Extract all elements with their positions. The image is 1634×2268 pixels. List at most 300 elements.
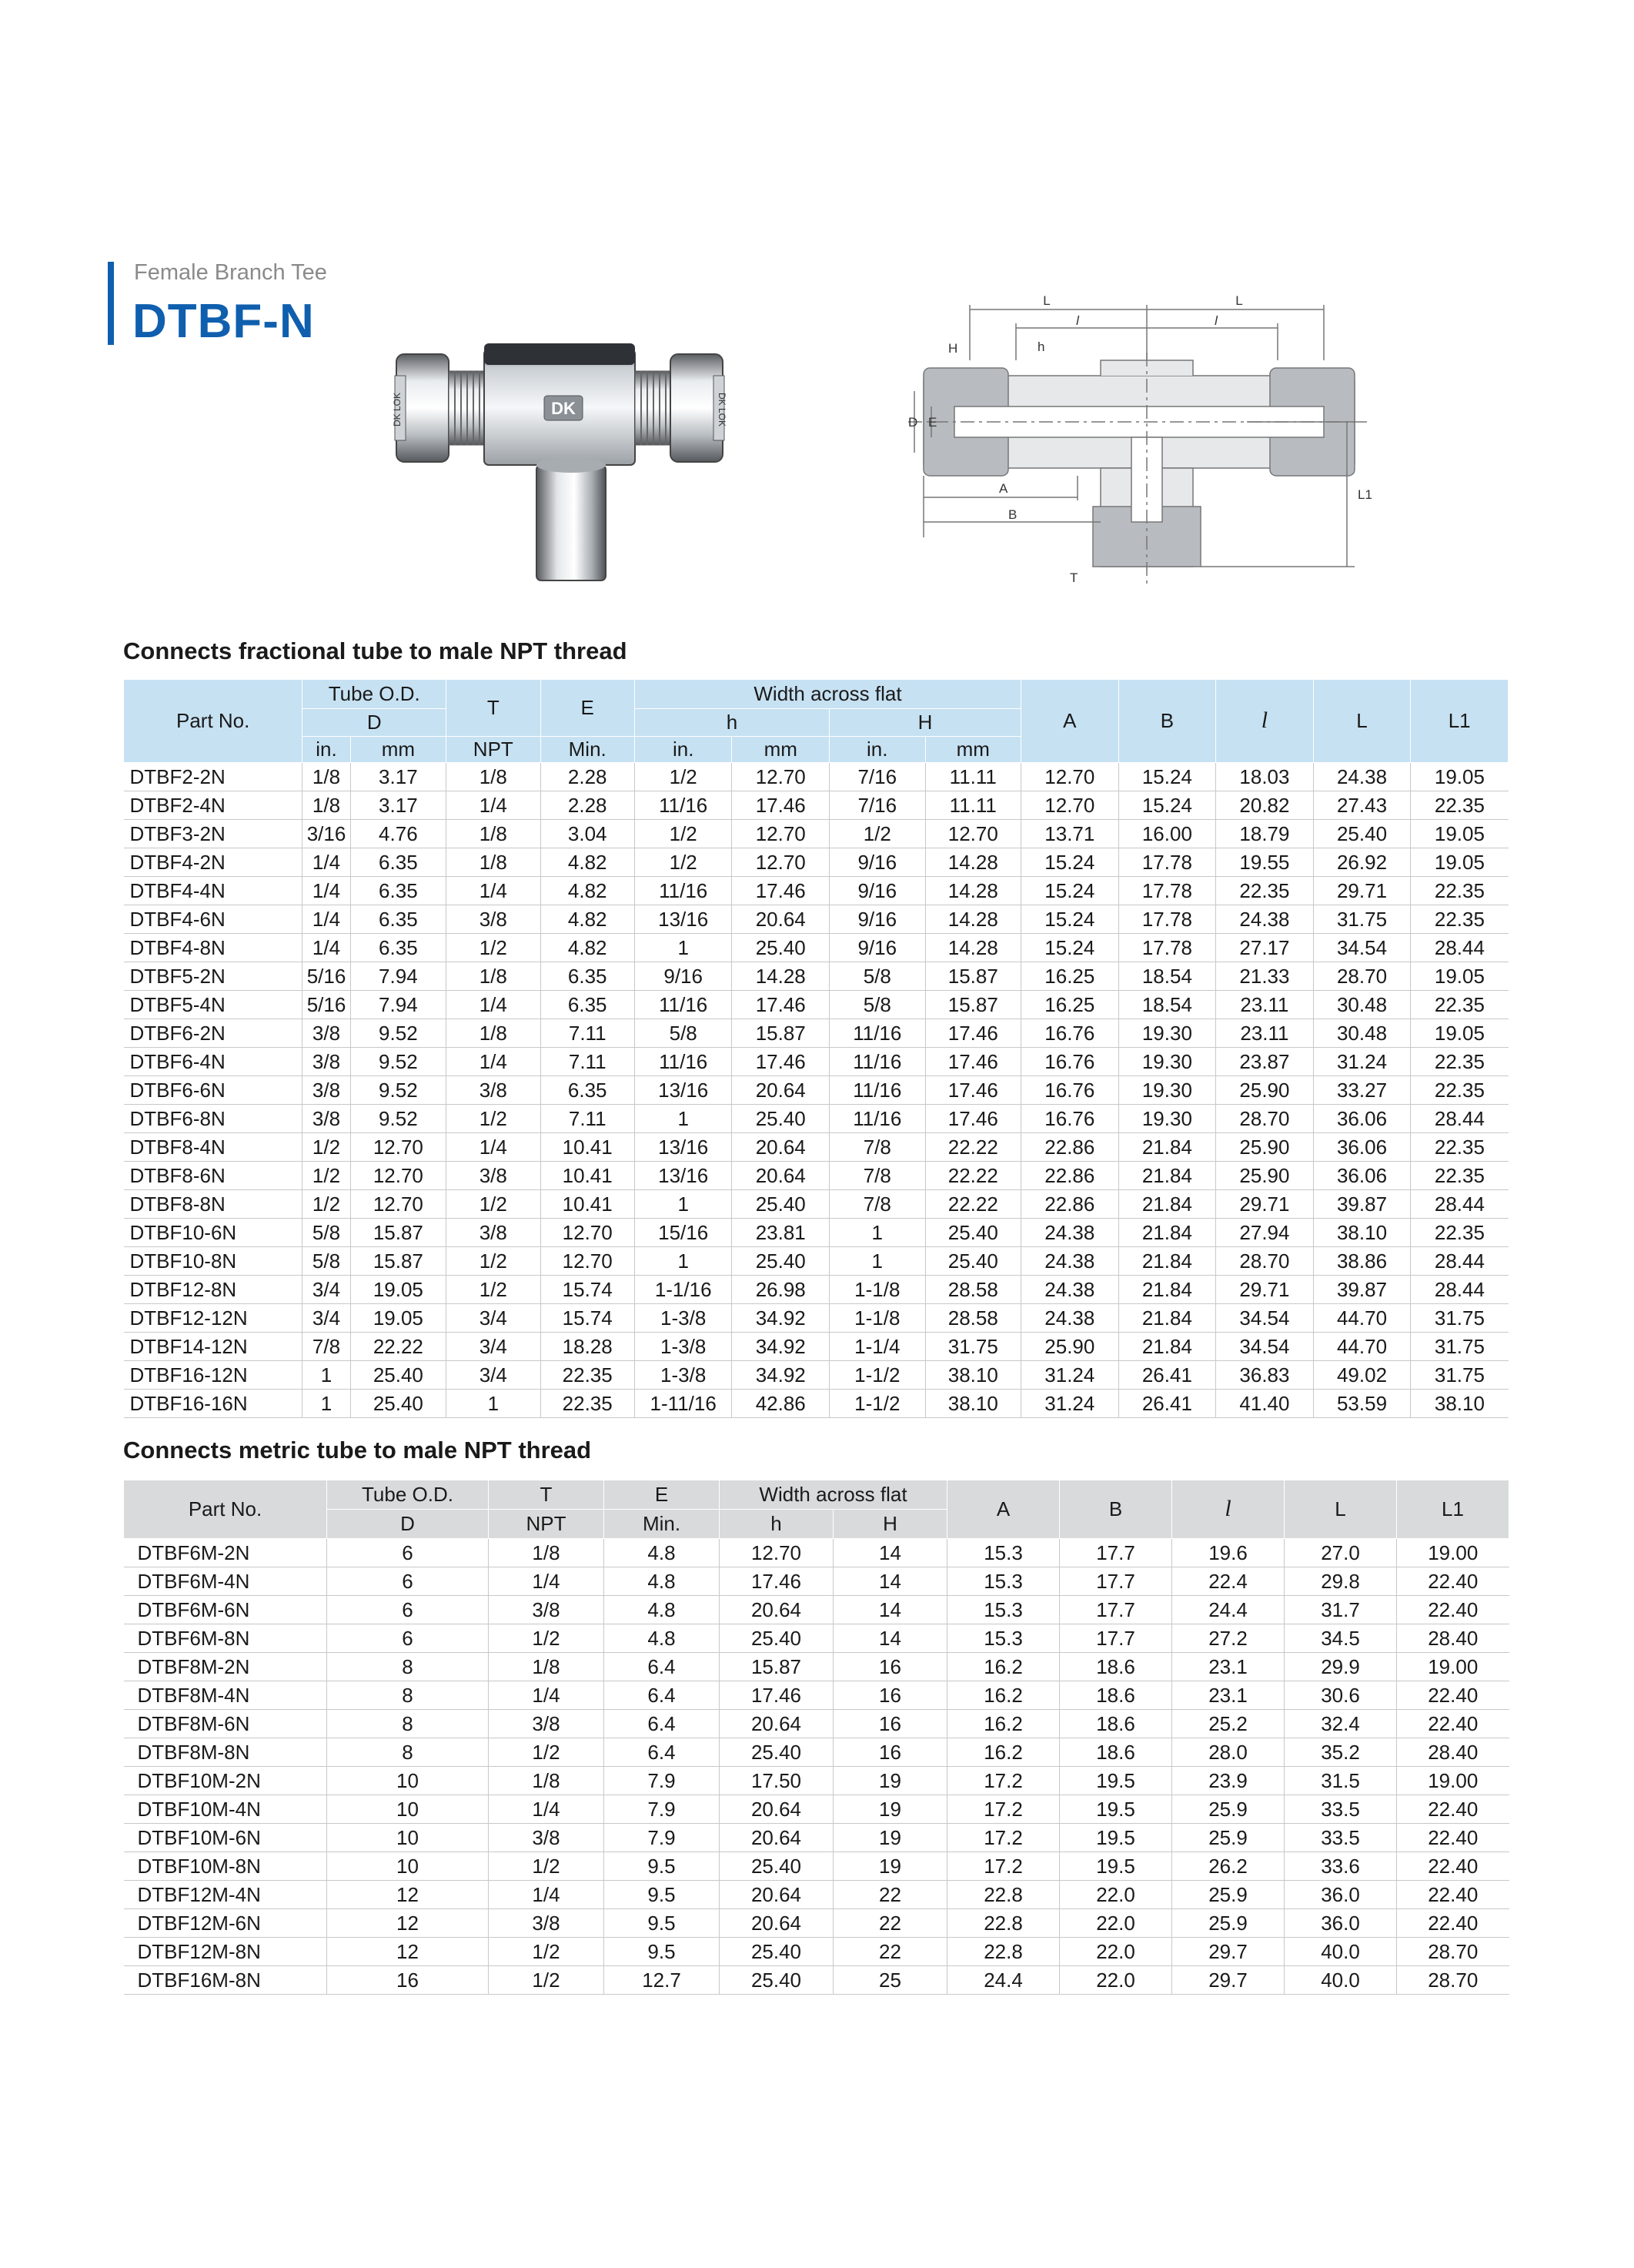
table-row (124, 1219, 1509, 1247)
table-cell: 7/16 (830, 791, 925, 820)
table-cell: 6.4 (604, 1653, 720, 1681)
table-cell: 24.38 (1216, 905, 1314, 934)
table-cell: 15.87 (720, 1653, 834, 1681)
table-cell: 1/2 (830, 820, 925, 848)
table-cell: 6.35 (540, 1076, 634, 1105)
table-cell: 38.86 (1313, 1247, 1411, 1276)
table-cell: 1/4 (489, 1795, 604, 1824)
table-cell: 1-1/4 (830, 1333, 925, 1361)
table-cell: 1-1/8 (830, 1304, 925, 1333)
table-row (124, 1881, 1509, 1909)
table-cell: 34.54 (1216, 1304, 1314, 1333)
table-cell: 22.35 (1411, 1219, 1509, 1247)
table-cell: 12.70 (540, 1247, 634, 1276)
part-number-cell: DTBF4-6N (124, 905, 302, 934)
table-cell: 14 (834, 1539, 947, 1567)
table-cell: 25.9 (1172, 1909, 1285, 1938)
svg-text:L: L (1043, 293, 1051, 308)
table-cell: 14 (834, 1596, 947, 1624)
table-cell: 18.54 (1118, 962, 1216, 991)
table-row (124, 1190, 1509, 1219)
table-cell: 11/16 (830, 1076, 925, 1105)
part-number-cell: DTBF6M-4N (124, 1567, 327, 1596)
table-cell: 25.40 (1313, 820, 1411, 848)
table-cell: 19.00 (1397, 1539, 1509, 1567)
table-cell: 3/8 (446, 1162, 540, 1190)
table-cell: 26.41 (1118, 1361, 1216, 1390)
table-cell: 1 (830, 1247, 925, 1276)
metric-section-title: Connects metric tube to male NPT thread (123, 1437, 592, 1463)
table-cell: 22.4 (1172, 1567, 1285, 1596)
table-cell: 20.64 (720, 1710, 834, 1738)
table-cell: 1-1/2 (830, 1390, 925, 1418)
table-cell: 22.40 (1397, 1909, 1509, 1938)
table-cell: 21.84 (1118, 1276, 1216, 1304)
table-cell: 34.92 (732, 1304, 830, 1333)
table-cell: 15.24 (1021, 934, 1119, 962)
table-cell: 28.70 (1216, 1247, 1314, 1276)
table-row (124, 791, 1509, 820)
table-cell: 34.92 (732, 1361, 830, 1390)
table-cell: 25.40 (732, 1190, 830, 1219)
table-cell: 31.75 (1313, 905, 1411, 934)
table-cell: 9.5 (604, 1852, 720, 1881)
table-row (124, 1247, 1509, 1276)
table-cell: 22.40 (1397, 1710, 1509, 1738)
table-cell: 21.84 (1118, 1304, 1216, 1333)
table-cell: 15.3 (947, 1539, 1060, 1567)
table-cell: 7/8 (830, 1162, 925, 1190)
table-cell: 6.35 (350, 877, 446, 905)
svg-text:h: h (1038, 340, 1045, 354)
table-cell: 40.0 (1285, 1966, 1397, 1995)
metric-header-e: E (604, 1480, 720, 1510)
table-cell: 14.28 (925, 877, 1021, 905)
table-cell: 3/8 (446, 1219, 540, 1247)
table-cell: 9.5 (604, 1881, 720, 1909)
table-cell: 15.87 (350, 1219, 446, 1247)
table-row (124, 1105, 1509, 1133)
table-cell: 22.0 (1060, 1966, 1172, 1995)
table-cell: 24.38 (1021, 1219, 1119, 1247)
table-cell: 20.64 (732, 1076, 830, 1105)
table-cell: 17.78 (1118, 905, 1216, 934)
table-cell: 9.52 (350, 1076, 446, 1105)
table-cell: 20.64 (720, 1824, 834, 1852)
table-cell: 5/8 (634, 1019, 732, 1048)
table-cell: 27.2 (1172, 1624, 1285, 1653)
table-cell: 15.24 (1118, 791, 1216, 820)
table-row (124, 934, 1509, 962)
table-cell: 28.44 (1411, 1190, 1509, 1219)
svg-text:DK: DK (551, 399, 576, 418)
table-cell: 28.70 (1397, 1938, 1509, 1966)
table-row (124, 1653, 1509, 1681)
table-cell: 29.8 (1285, 1567, 1397, 1596)
table-cell: 4.82 (540, 877, 634, 905)
table-cell: 15.3 (947, 1624, 1060, 1653)
table-cell: 41.40 (1216, 1390, 1314, 1418)
table-cell: 11.11 (925, 791, 1021, 820)
table-cell: 6.35 (350, 905, 446, 934)
table-cell: 22.0 (1060, 1938, 1172, 1966)
metric-header-t-sub: NPT (489, 1510, 604, 1539)
table-cell: 19.6 (1172, 1539, 1285, 1567)
table-cell: 9.52 (350, 1048, 446, 1076)
table-cell: 23.87 (1216, 1048, 1314, 1076)
table-cell: 28.58 (925, 1304, 1021, 1333)
table-cell: 1/4 (446, 991, 540, 1019)
header-e-sub: Min. (540, 737, 634, 763)
table-cell: 38.10 (925, 1361, 1021, 1390)
table-cell: 13/16 (634, 905, 732, 934)
svg-text:L1: L1 (1358, 487, 1372, 502)
table-cell: 23.1 (1172, 1681, 1285, 1710)
part-number-cell: DTBF2-2N (124, 763, 302, 791)
table-cell: 15.87 (732, 1019, 830, 1048)
table-cell: 18.03 (1216, 763, 1314, 791)
table-cell: 24.38 (1313, 763, 1411, 791)
product-subtitle: Female Branch Tee (134, 260, 327, 285)
table-cell: 9.52 (350, 1019, 446, 1048)
table-cell: 22.35 (1216, 877, 1314, 905)
table-cell: 17.7 (1060, 1567, 1172, 1596)
table-cell: 53.59 (1313, 1390, 1411, 1418)
table-cell: 16.76 (1021, 1019, 1119, 1048)
table-cell: 16.76 (1021, 1048, 1119, 1076)
table-cell: 17.46 (925, 1076, 1021, 1105)
table-cell: 17.7 (1060, 1596, 1172, 1624)
part-number-cell: DTBF12M-4N (124, 1881, 327, 1909)
title-accent-bar (108, 262, 114, 345)
table-cell: 4.8 (604, 1624, 720, 1653)
table-cell: 17.46 (720, 1567, 834, 1596)
table-cell: 12.70 (540, 1219, 634, 1247)
table-cell: 7.11 (540, 1019, 634, 1048)
table-cell: 18.6 (1060, 1738, 1172, 1767)
table-cell: 16.2 (947, 1710, 1060, 1738)
table-cell: 5/8 (830, 991, 925, 1019)
table-cell: 17.46 (720, 1681, 834, 1710)
table-cell: 36.0 (1285, 1881, 1397, 1909)
table-cell: 23.11 (1216, 991, 1314, 1019)
table-cell: 25.40 (732, 934, 830, 962)
table-row (124, 1019, 1509, 1048)
table-cell: 3/8 (446, 1076, 540, 1105)
table-cell: 3/4 (446, 1304, 540, 1333)
table-cell: 1/2 (446, 1190, 540, 1219)
table-cell: 12.70 (350, 1190, 446, 1219)
table-cell: 1 (446, 1390, 540, 1418)
table-cell: 7/8 (830, 1133, 925, 1162)
table-cell: 3/8 (302, 1048, 350, 1076)
table-cell: 12 (327, 1909, 489, 1938)
table-cell: 38.10 (925, 1390, 1021, 1418)
metric-header-e-sub: Min. (604, 1510, 720, 1539)
table-cell: 29.9 (1285, 1653, 1397, 1681)
table-cell: 6 (327, 1539, 489, 1567)
table-cell: 6.35 (540, 962, 634, 991)
table-cell: 12.70 (1021, 763, 1119, 791)
table-cell: 7.9 (604, 1795, 720, 1824)
table-cell: 25.40 (925, 1247, 1021, 1276)
table-row (124, 1966, 1509, 1995)
table-cell: 39.87 (1313, 1190, 1411, 1219)
table-cell: 3.04 (540, 820, 634, 848)
table-cell: 3/8 (489, 1596, 604, 1624)
table-cell: 34.5 (1285, 1624, 1397, 1653)
header-e: E (540, 680, 634, 737)
table-cell: 11/16 (634, 991, 732, 1019)
part-number-cell: DTBF12M-8N (124, 1938, 327, 1966)
part-number-cell: DTBF16M-8N (124, 1966, 327, 1995)
table-cell: 1 (830, 1219, 925, 1247)
table-cell: 10 (327, 1824, 489, 1852)
table-cell: 33.6 (1285, 1852, 1397, 1881)
table-cell: 14.28 (925, 848, 1021, 877)
table-cell: 7.94 (350, 991, 446, 1019)
table-cell: 17.2 (947, 1795, 1060, 1824)
table-row (124, 991, 1509, 1019)
table-cell: 17.78 (1118, 934, 1216, 962)
table-cell: 20.64 (732, 905, 830, 934)
table-cell: 20.64 (720, 1596, 834, 1624)
table-cell: 25.40 (350, 1361, 446, 1390)
table-cell: 22.40 (1397, 1824, 1509, 1852)
table-cell: 16.2 (947, 1653, 1060, 1681)
table-cell: 1/4 (302, 934, 350, 962)
table-row (124, 848, 1509, 877)
table-cell: 22.35 (540, 1361, 634, 1390)
table-cell: 1/4 (489, 1681, 604, 1710)
table-cell: 19.30 (1118, 1105, 1216, 1133)
table-cell: 25.9 (1172, 1795, 1285, 1824)
table-cell: 1/2 (446, 1276, 540, 1304)
table-cell: 1-1/16 (634, 1276, 732, 1304)
table-cell: 1/2 (489, 1624, 604, 1653)
svg-text:l: l (1215, 313, 1218, 328)
table-cell: 10.41 (540, 1190, 634, 1219)
table-cell: 6 (327, 1596, 489, 1624)
table-cell: 12 (327, 1938, 489, 1966)
table-cell: 36.06 (1313, 1162, 1411, 1190)
table-cell: 16 (834, 1738, 947, 1767)
table-cell: 20.64 (720, 1795, 834, 1824)
table-cell: 7.11 (540, 1105, 634, 1133)
table-cell: 13/16 (634, 1162, 732, 1190)
metric-header-h-big: H (834, 1510, 947, 1539)
table-cell: 1/8 (446, 820, 540, 848)
table-row (124, 962, 1509, 991)
table-cell: 3/8 (302, 1019, 350, 1048)
table-cell: 24.4 (1172, 1596, 1285, 1624)
table-cell: 36.06 (1313, 1105, 1411, 1133)
table-cell: 19.05 (1411, 962, 1509, 991)
table-row (124, 1276, 1509, 1304)
table-cell: 1 (302, 1361, 350, 1390)
table-cell: 8 (327, 1653, 489, 1681)
table-cell: 5/8 (302, 1247, 350, 1276)
table-cell: 25.9 (1172, 1881, 1285, 1909)
table-cell: 31.7 (1285, 1596, 1397, 1624)
table-cell: 25.40 (720, 1852, 834, 1881)
part-number-cell: DTBF4-8N (124, 934, 302, 962)
table-cell: 10 (327, 1767, 489, 1795)
table-cell: 25.90 (1021, 1333, 1119, 1361)
table-cell: 22.35 (1411, 1162, 1509, 1190)
table-cell: 22.22 (925, 1190, 1021, 1219)
table-cell: 28.40 (1397, 1624, 1509, 1653)
table-row (124, 763, 1509, 791)
table-cell: 29.7 (1172, 1938, 1285, 1966)
part-number-cell: DTBF8-8N (124, 1190, 302, 1219)
part-number-cell: DTBF5-4N (124, 991, 302, 1019)
table-cell: 27.43 (1313, 791, 1411, 820)
table-cell: 13/16 (634, 1133, 732, 1162)
part-number-cell: DTBF16-12N (124, 1361, 302, 1390)
header-h-big: H (830, 709, 1021, 737)
table-cell: 18.79 (1216, 820, 1314, 848)
table-cell: 27.94 (1216, 1219, 1314, 1247)
table-cell: 22.8 (947, 1881, 1060, 1909)
table-cell: 2.28 (540, 791, 634, 820)
header-width-across-flat: Width across flat (634, 680, 1021, 709)
table-cell: 1/2 (634, 820, 732, 848)
part-number-cell: DTBF16-16N (124, 1390, 302, 1418)
table-cell: 28.0 (1172, 1738, 1285, 1767)
table-cell: 24.38 (1021, 1304, 1119, 1333)
table-cell: 25.90 (1216, 1162, 1314, 1190)
svg-text:A: A (999, 481, 1008, 496)
table-cell: 16 (327, 1966, 489, 1995)
table-cell: 17.2 (947, 1824, 1060, 1852)
table-row (124, 1162, 1509, 1190)
table-cell: 26.98 (732, 1276, 830, 1304)
table-row (124, 1390, 1509, 1418)
table-cell: 1/2 (489, 1738, 604, 1767)
table-cell: 17.46 (732, 877, 830, 905)
header-a: A (1021, 680, 1119, 763)
table-cell: 1/4 (489, 1567, 604, 1596)
table-row (124, 1567, 1509, 1596)
header-l1: L1 (1411, 680, 1509, 763)
table-cell: 19 (834, 1767, 947, 1795)
svg-text:T: T (1070, 570, 1078, 585)
table-cell: 12.7 (604, 1966, 720, 1995)
table-cell: 4.82 (540, 905, 634, 934)
table-cell: 25 (834, 1966, 947, 1995)
dimension-drawing (908, 291, 1370, 591)
table-cell: 1-3/8 (634, 1304, 732, 1333)
table-cell: 17.7 (1060, 1624, 1172, 1653)
table-row (124, 1624, 1509, 1653)
table-cell: 12 (327, 1881, 489, 1909)
table-cell: 11/16 (830, 1048, 925, 1076)
table-cell: 22.40 (1397, 1881, 1509, 1909)
metric-header-l1: L1 (1397, 1480, 1509, 1539)
table-cell: 18.6 (1060, 1710, 1172, 1738)
part-number-cell: DTBF8M-2N (124, 1653, 327, 1681)
table-cell: 21.84 (1118, 1219, 1216, 1247)
table-cell: 21.84 (1118, 1333, 1216, 1361)
table-cell: 1/8 (446, 848, 540, 877)
table-cell: 19.05 (1411, 1019, 1509, 1048)
table-cell: 6.35 (540, 991, 634, 1019)
table-cell: 19.5 (1060, 1795, 1172, 1824)
table-cell: 3.17 (350, 791, 446, 820)
table-cell: 1/2 (302, 1133, 350, 1162)
table-cell: 1/8 (446, 1019, 540, 1048)
table-cell: 16.2 (947, 1681, 1060, 1710)
table-cell: 34.54 (1216, 1333, 1314, 1361)
table-cell: 3/8 (489, 1710, 604, 1738)
header-l-small: l (1216, 680, 1314, 763)
table-cell: 11/16 (634, 877, 732, 905)
table-cell: 34.92 (732, 1333, 830, 1361)
part-number-cell: DTBF8M-4N (124, 1681, 327, 1710)
table-cell: 12.70 (732, 848, 830, 877)
part-number-cell: DTBF6-6N (124, 1076, 302, 1105)
table-cell: 19 (834, 1824, 947, 1852)
table-row (124, 1596, 1509, 1624)
table-cell: 35.2 (1285, 1738, 1397, 1767)
table-cell: 9.52 (350, 1105, 446, 1133)
table-cell: 28.44 (1411, 1276, 1509, 1304)
header-od-in: in. (302, 737, 350, 763)
table-cell: 22.40 (1397, 1681, 1509, 1710)
table-row (124, 1304, 1509, 1333)
table-cell: 19.5 (1060, 1767, 1172, 1795)
part-number-cell: DTBF8M-8N (124, 1738, 327, 1767)
table-cell: 1 (634, 1105, 732, 1133)
table-cell: 3/4 (446, 1333, 540, 1361)
table-cell: 22.40 (1397, 1795, 1509, 1824)
table-cell: 20.82 (1216, 791, 1314, 820)
svg-text:D: D (908, 415, 918, 430)
header-tube-od: Tube O.D. (302, 680, 446, 709)
table-cell: 1/2 (302, 1190, 350, 1219)
part-number-cell: DTBF6-2N (124, 1019, 302, 1048)
table-cell: 28.44 (1411, 1247, 1509, 1276)
table-cell: 1/2 (446, 1247, 540, 1276)
table-cell: 3/8 (489, 1909, 604, 1938)
table-cell: 17.2 (947, 1852, 1060, 1881)
svg-text:l: l (1076, 313, 1079, 328)
table-row (124, 1824, 1509, 1852)
table-cell: 23.81 (732, 1219, 830, 1247)
fractional-section-title: Connects fractional tube to male NPT thread (123, 637, 627, 664)
table-cell: 11/16 (634, 1048, 732, 1076)
table-cell: 28.44 (1411, 934, 1509, 962)
table-cell: 28.40 (1397, 1738, 1509, 1767)
table-cell: 12.70 (350, 1162, 446, 1190)
table-cell: 29.7 (1172, 1966, 1285, 1995)
table-cell: 19.05 (350, 1304, 446, 1333)
table-cell: 6.35 (350, 848, 446, 877)
table-cell: 6.35 (350, 934, 446, 962)
table-cell: 38.10 (1411, 1390, 1509, 1418)
table-cell: 32.4 (1285, 1710, 1397, 1738)
table-cell: 6 (327, 1567, 489, 1596)
table-cell: 3/8 (302, 1105, 350, 1133)
table-cell: 2.28 (540, 763, 634, 791)
table-cell: 15.87 (925, 962, 1021, 991)
header-tube-od-sub: D (302, 709, 446, 737)
header-h-in: in. (634, 737, 732, 763)
metric-header-h-small: h (720, 1510, 834, 1539)
metric-spec-table (123, 1480, 1509, 1995)
product-photo (389, 339, 789, 585)
